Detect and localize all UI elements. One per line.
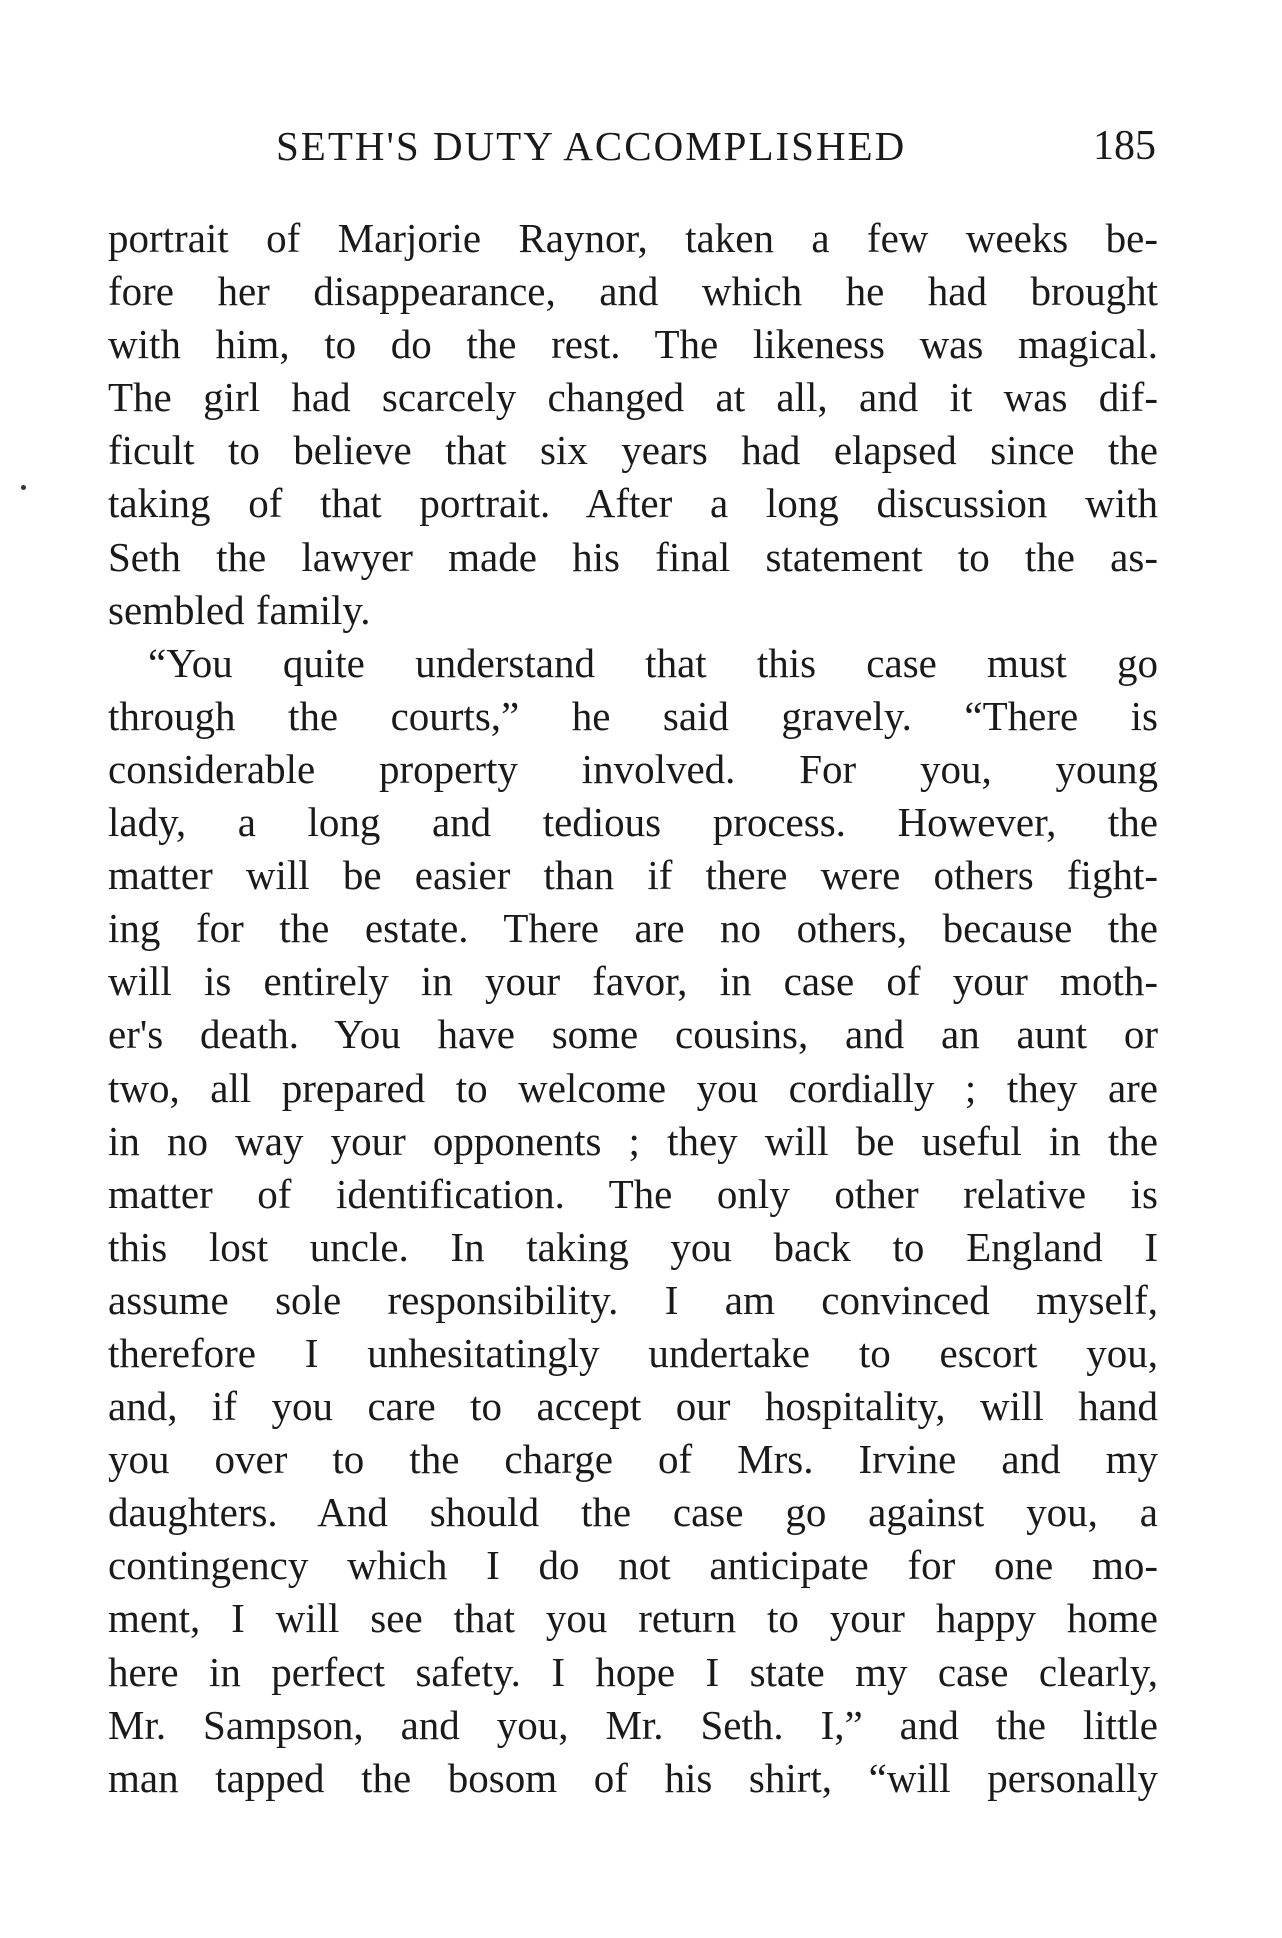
text-line: er's death. You have some cousins, and an aunt or [108,1011,1158,1058]
text-line: ficult to believe that six years had elapsed since the [108,427,1158,474]
text-line: matter will be easier than if there were others fight- [108,852,1158,899]
body-text [108,212,1158,1805]
running-head [108,118,1156,174]
page-number: 185 [1093,123,1156,169]
text-line: matter of identification. The only other relative is [108,1170,1158,1217]
text-line: will is entirely in your favor, in case of your moth- [108,958,1158,1005]
text-line: assume sole responsibility. I am convinced myself, [108,1276,1158,1323]
text-line: Seth the lawyer made his final statement to the as- [108,533,1158,580]
text-line: this lost uncle. In taking you back to England I [108,1223,1158,1270]
text-line: fore her disappearance, and which he had brought [108,268,1158,315]
text-line: contingency which I do not anticipate for one mo- [108,1542,1158,1589]
text-line: taking of that portrait. After a long discussion with [108,480,1158,527]
text-line: ing for the estate. There are no others, because the [108,905,1158,952]
text-line: in no way your opponents ; they will be useful in the [108,1117,1158,1164]
text-line: man tapped the bosom of his shirt, “will personally [108,1754,1158,1801]
text-line: daughters. And should the case go against you, a [108,1489,1158,1536]
ink-speck [21,485,26,490]
running-title: SETH'S DUTY ACCOMPLISHED [276,123,907,169]
text-line: with him, to do the rest. The likeness was magical. [108,321,1158,368]
text-line: here in perfect safety. I hope I state my case clearly, [108,1648,1158,1695]
text-line: The girl had scarcely changed at all, and it was dif- [108,374,1158,421]
text-line: through the courts,” he said gravely. “There is [108,692,1158,739]
text-line: considerable property involved. For you, young [108,745,1158,792]
text-line: Mr. Sampson, and you, Mr. Seth. I,” and the little [108,1701,1158,1748]
text-line: and, if you care to accept our hospitality, will hand [108,1383,1158,1430]
text-line: therefore I unhesitatingly undertake to escort you, [108,1329,1158,1376]
text-line: ment, I will see that you return to your happy home [108,1595,1158,1642]
text-line: sembled family. [108,586,371,633]
text-line: lady, a long and tedious process. However, the [108,799,1158,846]
text-line: “You quite understand that this case must go [148,639,1158,686]
text-line: portrait of Marjorie Raynor, taken a few weeks be- [108,215,1158,261]
text-line: two, all prepared to welcome you cordially ; they are [108,1064,1158,1111]
text-line: you over to the charge of Mrs. Irvine and my [108,1436,1158,1483]
